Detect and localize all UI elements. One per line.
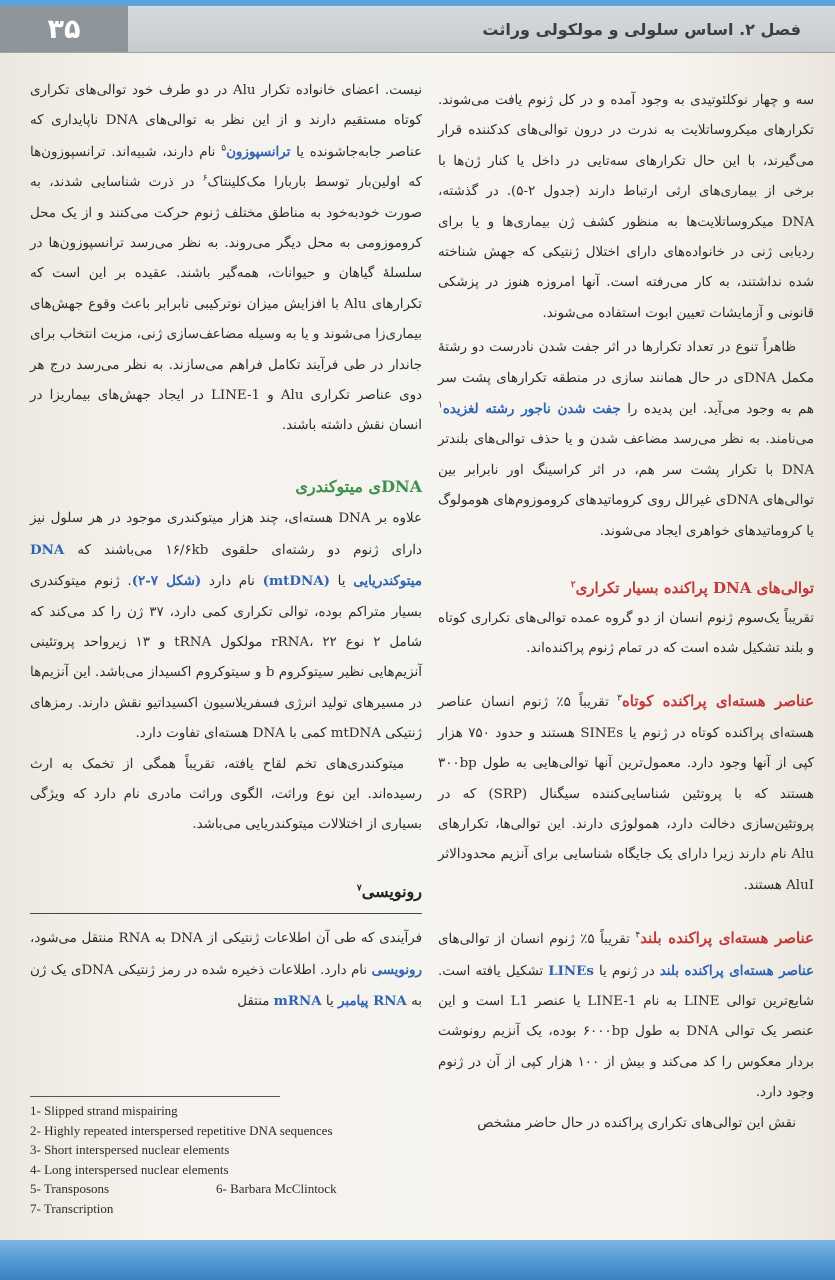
term-lines: LINEs bbox=[548, 962, 594, 979]
page-number: ۳۵ bbox=[0, 6, 128, 52]
heading-mitochondrial-dna: DNAی میتوکندری bbox=[295, 476, 422, 496]
footnotes bbox=[30, 1101, 430, 1219]
heading-lines: عناصر هسته‌ای پراکنده بلند bbox=[640, 929, 815, 948]
term-slipped-strand: جفت شدن ناجور رشته لغزیده bbox=[442, 401, 621, 418]
term-messenger-rna: RNA پیامبر bbox=[337, 992, 407, 1009]
term-transcription: رونویسی bbox=[371, 961, 422, 978]
page-header bbox=[0, 6, 835, 53]
paragraph-lines: عناصر هسته‌ای پراکنده بلند$^۴$ تقریباً ۵٪ ژنوم انسان از توالی‌های عناصر هسته‌ای پراکنده بلند در ژنوم یا LINEs تشکیل یافته است. شایع‌ترین توالی LINE به نام LINE-1 یا عنصر L1 است و این عنصر یک توالی DNA به طول ۶۰۰۰bp بوده، یک آنزیم رونوشت بردار معکوس را کد می‌کند و بیش از ۱۰۰ هزار کپی از آن در ژنوم وجود دارد. bbox=[438, 929, 815, 1101]
heading-interspersed-repeats: توالی‌های DNA پراکنده بسیار تکراری$^۲$ bbox=[570, 579, 814, 598]
heading-transcription: رونویسی$^۷$ bbox=[30, 877, 422, 914]
paragraph: علاوه بر DNA هسته‌ای، چند هزار میتوکندری موجود در هر سلول نیز دارای ژنوم دو رشته‌ای حلقوی ۱۶/۶kb می‌باشند که DNA میتوکندریایی یا (mtDNA) نام دارد (شکل ۷-۲). ژنوم میتوکندری بسیار متراکم بوده، توالی تکراری کمی دارد، ۳۷ ژن را کد می‌کند که شامل ۲ نوع rRNA، ۲۲ مولکول tRNA و ۱۳ زیرواحد پروتئینی آنزیم‌هایی نظیر سیتوکروم b و سیتوکروم اکسیداز می‌باشد. این آنزیم‌ها در مسیرهای تولید انرژی فسفریلاسیون اکسیداتیو نقش دارند. رمزهای ژنتیکی mtDNA کمی با DNA هسته‌ای تفاوت دارد. bbox=[30, 511, 422, 742]
footnote: 1- Slipped strand mispairing bbox=[30, 1103, 178, 1118]
figure-reference[interactable]: (شکل ۷-۲) bbox=[131, 573, 202, 590]
footnote: 2- Highly repeated interspersed repetitive DNA sequences bbox=[30, 1122, 333, 1138]
paragraph: فرآیندی که طی آن اطلاعات ژنتیکی از DNA به RNA منتقل می‌شود، رونویسی نام دارد. اطلاعات ذخیره شده در رمز ژنتیکی DNAی یک ژن به RNA پیامبر یا mRNA منتقل bbox=[30, 931, 422, 1009]
term-transposon: ترانسپوزون bbox=[226, 143, 291, 160]
term-mrna: mRNA bbox=[273, 992, 322, 1009]
paragraph: سه و چهار نوکلئوتیدی به وجود آمده و در کل ژنوم یافت می‌شوند. تکرارهای میکروساتلایت به ندرت در درون توالی‌های کدکننده قرار می‌گیرند، با این حال تکرارهای سه‌تایی در داخل یا کنار ژن‌ها با برخی از بیماری‌های ارثی ارتباط دارند (جدول ۲-۵). در گذشته، DNA میکروساتلایت‌ها به منظور کشف ژن بیماری‌ها و یا برای ردیابی ژنی در خانواده‌های دارای اختلال ژنتیکی که جهش شناخته شده نداشتند، به کار می‌رفته است. آنها امروزه هنوز در پزشکی قانونی و آزمایشات تعیین ابوت استفاده می‌شوند. bbox=[438, 93, 814, 321]
footnote: 5- Transposons bbox=[30, 1181, 110, 1197]
term-lines-full: عناصر هسته‌ای پراکنده بلند bbox=[659, 962, 815, 979]
footnote: 7- Transcription bbox=[30, 1200, 114, 1216]
footnote: 4- Long interspersed nuclear elements bbox=[30, 1161, 229, 1177]
footnote-divider bbox=[30, 1096, 280, 1097]
paragraph: تقریباً یک‌سوم ژنوم انسان از دو گروه عمده توالی‌های تکراری کوتاه و بلند تشکیل شده است که در تمام ژنوم پراکنده‌اند. bbox=[438, 610, 814, 656]
bottom-blue-band bbox=[0, 1240, 835, 1280]
paragraph-sines: عناصر هسته‌ای پراکنده کوتاه$^۳$ تقریباً ۵٪ ژنوم انسان عناصر هسته‌ای پراکنده کوتاه در ژنوم یا SINEs هستند و حدود ۷۵۰ هزار کپی از آنها وجود دارد. معمول‌ترین آنها توالی‌هایی به طول ۳۰۰bp هستند که با پروتئین شناسایی‌کننده سیگنال (SRP) که در پروتئین‌سازی دخالت دارد، همولوژی دارند. این توالی‌ها، تکرارهای Alu نام دارند زیرا دارای یک جایگاه شناسایی برای آنزیم محدودالاثر AluI هستند. bbox=[438, 692, 814, 893]
paragraph: نقش این توالی‌های تکراری پراکنده در حال حاضر مشخص bbox=[477, 1115, 796, 1131]
footnote-ref: ۱ bbox=[438, 400, 443, 411]
paragraph: ظاهراً تنوع در تعداد تکرارها در اثر جفت شدن نادرست دو رشتهٔ مکمل DNAی در حال همانند سازی در منطقه تکرارهای پشت سر هم به وجود می‌آید. این پدیده را جفت شدن ناجور رشته لغزیده$^۱$ می‌نامند. به نظر می‌رسد مضاعف شدن و یا حذف توالی‌های بلندتر DNA با تکرار پشت سر هم، در اثر کراسینگ اور نابرابر بین توالی‌های DNAی غیرالل روی کروماتیدهای کروموزوم‌های هومولوگ یا کروماتیدهای خواهری ایجاد می‌شوند. bbox=[438, 340, 814, 539]
heading-sines: عناصر هسته‌ای پراکنده کوتاه bbox=[621, 692, 814, 711]
paragraph: نیست. اعضای خانواده تکرار Alu در دو طرف خود توالی‌های تکراری کوتاه مستقیم دارند و از این نظر به توالی‌های DNA ناپایداری که عناصر جابه‌جاشونده یا ترانسپوزون$^۵$ نام دارند، شبیه‌اند. ترانسپوزون‌ها که اولین‌بار توسط باربارا مک‌کلینتاک$^۶$ در ذرت شناسایی شدند، به صورت خودبه‌خود به مناطق مختلف ژنوم حرکت می‌کنند و از یک محل کروموزومی به محل دیگر می‌روند. به نظر می‌رسد ترانسپوزون‌ها در سلسلهٔ گیاهان و حیوانات، همه‌گیر باشند. عقیده بر این است که تکرارهای Alu با افزایش میزان نوترکیبی نابرابر باعث وقوع جهش‌های بیماری‌زا می‌شوند و یا به وسیله مضاعف‌سازی ژنی، مزیت انتخاب برای جاندار در طی فرآیند تکامل فراهم می‌سازند. به نظر می‌رسد درج هر دوی عناصر تکراری Alu و LINE-1 در ایجاد جهش‌های بیماریزا در انسان نقش داشته باشند. bbox=[30, 83, 423, 434]
left-column bbox=[30, 76, 422, 1017]
term-mtdna-abbr: (mtDNA) bbox=[262, 573, 330, 590]
paragraph: میتوکندری‌های تخم لقاح یافته، تقریباً همگی از تخمک به ارث رسیده‌اند. این نوع وراثت، الگوی وراثت مادری نام دارد که ویژگی بسیاری از اختلالات میتوکندریایی می‌باشد. bbox=[30, 756, 422, 833]
footnote: 6- Barbara McClintock bbox=[216, 1181, 337, 1197]
right-column bbox=[438, 86, 814, 1139]
term-mtdna: DNA میتوکندریایی bbox=[30, 541, 422, 590]
chapter-title: فصل ۲. اساس سلولی و مولکولی وراثت bbox=[482, 19, 801, 39]
footnote: 3- Short interspersed nuclear elements bbox=[30, 1142, 230, 1158]
